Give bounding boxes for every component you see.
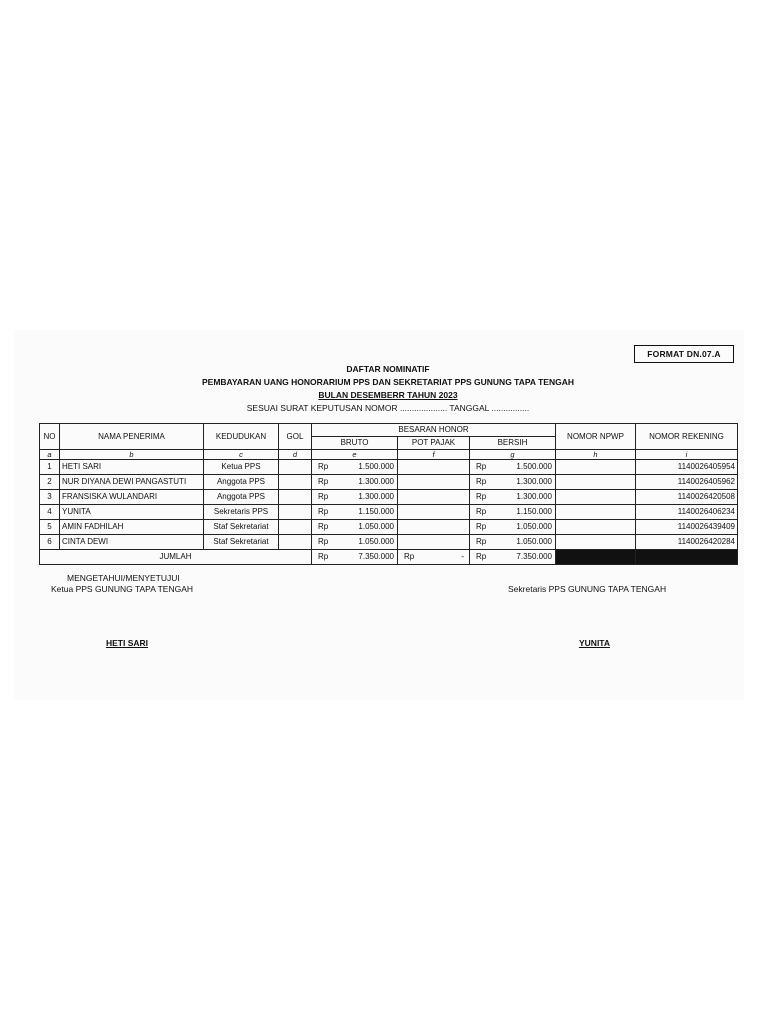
row-npwp (556, 475, 636, 490)
row-position: Staf Sekretariat (204, 520, 279, 535)
row-position: Anggota PPS (204, 475, 279, 490)
row-name: FRANSISKA WULANDARI (60, 490, 204, 505)
row-npwp (556, 535, 636, 550)
currency-label: Rp (318, 477, 329, 486)
index-d: d (279, 450, 312, 460)
row-bruto (312, 535, 398, 550)
index-f: f (398, 450, 470, 460)
table-row (40, 475, 738, 490)
currency-label: Rp (318, 552, 329, 561)
row-tax (398, 520, 470, 535)
left-signer-title: Ketua PPS GUNUNG TAPA TENGAH (51, 584, 194, 594)
row-account: 1140026406234 (636, 505, 738, 520)
bruto-value: 1.300.000 (358, 492, 394, 501)
row-gol (279, 475, 312, 490)
nominative-table (39, 423, 738, 565)
currency-label: Rp (476, 537, 487, 546)
header-bruto: BRUTO (312, 437, 398, 450)
row-position: Ketua PPS (204, 460, 279, 475)
net-value: 1.300.000 (516, 477, 552, 486)
bruto-value: 1.050.000 (358, 522, 394, 531)
row-bruto (312, 520, 398, 535)
row-no: 3 (40, 490, 60, 505)
row-net (470, 475, 556, 490)
table-row (40, 535, 738, 550)
right-signer-name: YUNITA (579, 638, 611, 648)
row-bruto (312, 460, 398, 475)
table-row (40, 460, 738, 475)
row-name: NUR DIYANA DEWI PANGASTUTI (60, 475, 204, 490)
row-net (470, 505, 556, 520)
row-tax (398, 505, 470, 520)
row-gol (279, 505, 312, 520)
row-gol (279, 535, 312, 550)
row-npwp (556, 505, 636, 520)
currency-label: Rp (476, 522, 487, 531)
row-net (470, 490, 556, 505)
row-bruto (312, 505, 398, 520)
currency-label: Rp (318, 522, 329, 531)
header-honor: BESARAN HONOR (312, 424, 556, 437)
row-account: 1140026405954 (636, 460, 738, 475)
row-account: 1140026405962 (636, 475, 738, 490)
row-position: Sekretaris PPS (204, 505, 279, 520)
header-name: NAMA PENERIMA (60, 424, 204, 450)
row-npwp (556, 490, 636, 505)
row-position: Staf Sekretariat (204, 535, 279, 550)
row-bruto (312, 490, 398, 505)
right-signer-title: Sekretaris PPS GUNUNG TAPA TENGAH (508, 584, 667, 594)
table-row (40, 520, 738, 535)
index-e: e (312, 450, 398, 460)
total-tax (398, 550, 470, 565)
total-npwp-blackout (556, 550, 636, 565)
index-g: g (470, 450, 556, 460)
bruto-value: 1.300.000 (358, 477, 394, 486)
currency-label: Rp (476, 477, 487, 486)
row-tax (398, 460, 470, 475)
row-gol (279, 490, 312, 505)
net-value: 1.150.000 (516, 507, 552, 516)
format-code-box: FORMAT DN.07.A (634, 345, 734, 363)
index-i: i (636, 450, 738, 460)
row-tax (398, 490, 470, 505)
row-account: 1140026420508 (636, 490, 738, 505)
total-bruto-value: 7.350.000 (358, 552, 394, 561)
row-npwp (556, 460, 636, 475)
total-account-blackout (636, 550, 738, 565)
row-gol (279, 460, 312, 475)
total-net (470, 550, 556, 565)
approval-label: MENGETAHUI/MENYETUJUI (67, 573, 180, 583)
left-signer-name: HETI SARI (106, 638, 149, 648)
total-bruto (312, 550, 398, 565)
row-net (470, 535, 556, 550)
bruto-value: 1.500.000 (358, 462, 394, 471)
index-b: b (60, 450, 204, 460)
currency-label: Rp (404, 552, 415, 561)
row-no: 4 (40, 505, 60, 520)
row-npwp (556, 520, 636, 535)
currency-label: Rp (476, 462, 487, 471)
header-no: NO (40, 424, 60, 450)
total-tax-value: - (461, 552, 464, 561)
row-no: 5 (40, 520, 60, 535)
net-value: 1.300.000 (516, 492, 552, 501)
row-account: 1140026420284 (636, 535, 738, 550)
row-name: AMIN FADHILAH (60, 520, 204, 535)
currency-label: Rp (318, 507, 329, 516)
net-value: 1.500.000 (516, 462, 552, 471)
row-no: 2 (40, 475, 60, 490)
total-row (40, 550, 738, 565)
bruto-value: 1.050.000 (358, 537, 394, 546)
currency-label: Rp (476, 507, 487, 516)
index-c: c (204, 450, 279, 460)
total-label: JUMLAH (40, 550, 312, 565)
header-net: BERSIH (470, 437, 556, 450)
currency-label: Rp (318, 537, 329, 546)
column-index-row (40, 450, 738, 460)
row-bruto (312, 475, 398, 490)
header-tax: POT PAJAK (398, 437, 470, 450)
bruto-value: 1.150.000 (358, 507, 394, 516)
currency-label: Rp (318, 462, 329, 471)
header-account: NOMOR REKENING (636, 424, 738, 450)
row-name: HETI SARI (60, 460, 204, 475)
row-account: 1140026439409 (636, 520, 738, 535)
header-position: KEDUDUKAN (204, 424, 279, 450)
currency-label: Rp (476, 492, 487, 501)
document-period: BULAN DESEMBERR TAHUN 2023 (318, 390, 458, 400)
decree-reference: SESUAI SURAT KEPUTUSAN NOMOR .................... TANGGAL ................ (246, 403, 530, 413)
net-value: 1.050.000 (516, 522, 552, 531)
row-name: CINTA DEWI (60, 535, 204, 550)
header-gol: GOL (279, 424, 312, 450)
row-net (470, 520, 556, 535)
index-a: a (40, 450, 60, 460)
row-no: 1 (40, 460, 60, 475)
table-row (40, 490, 738, 505)
row-name: YUNITA (60, 505, 204, 520)
net-value: 1.050.000 (516, 537, 552, 546)
document-subtitle: PEMBAYARAN UANG HONORARIUM PPS DAN SEKRETARIAT PPS GUNUNG TAPA TENGAH (202, 377, 574, 387)
row-tax (398, 535, 470, 550)
row-tax (398, 475, 470, 490)
table-row (40, 505, 738, 520)
index-h: h (556, 450, 636, 460)
document-title: DAFTAR NOMINATIF (346, 364, 430, 374)
currency-label: Rp (476, 552, 487, 561)
row-gol (279, 520, 312, 535)
total-net-value: 7.350.000 (516, 552, 552, 561)
row-net (470, 460, 556, 475)
row-position: Anggota PPS (204, 490, 279, 505)
header-npwp: NOMOR NPWP (556, 424, 636, 450)
currency-label: Rp (318, 492, 329, 501)
row-no: 6 (40, 535, 60, 550)
